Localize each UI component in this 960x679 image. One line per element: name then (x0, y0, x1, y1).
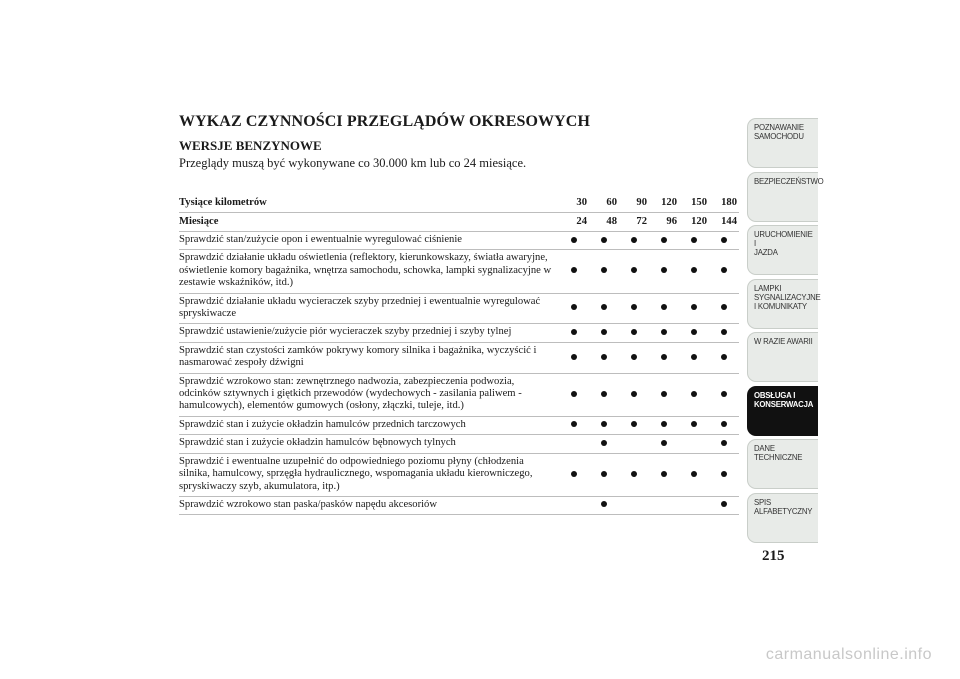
check-dot-icon (661, 237, 667, 243)
chapter-tab[interactable] (747, 118, 818, 168)
check-dot-icon (631, 354, 637, 360)
months-header-cell: 48 (606, 215, 617, 227)
interval-cell (709, 453, 739, 496)
chapter-tab-label: TECHNICZNE (754, 453, 803, 462)
interval-cell (589, 416, 619, 434)
chapter-tab-label: SAMOCHODU (754, 132, 804, 141)
interval-cell (559, 250, 589, 293)
chapter-tab-label: DANE (754, 444, 775, 453)
km-header-cell: 30 (576, 196, 587, 208)
interval-cell (649, 232, 679, 250)
check-dot-icon (721, 304, 727, 310)
check-dot-icon (571, 237, 577, 243)
check-dot-icon (721, 421, 727, 427)
check-dot-icon (571, 354, 577, 360)
check-dot-icon (601, 421, 607, 427)
interval-cell (559, 435, 589, 453)
table-header-months-row (179, 213, 739, 232)
check-dot-icon (601, 354, 607, 360)
interval-cell (709, 324, 739, 342)
check-dot-icon (691, 354, 697, 360)
check-dot-icon (631, 237, 637, 243)
interval-cell (649, 324, 679, 342)
chapter-tab[interactable] (747, 493, 818, 543)
task-description: Sprawdzić wzrokowo stan: zewnętrznego nadwozia, zabezpieczenia podwozia, odcinków sztywnych i giętkich przewodów (wydechowych - zasilania paliwem - hamulcowych), elementów gumowych (osłony, złączki, tuleje, itd.) (179, 375, 522, 412)
interval-cell (619, 324, 649, 342)
check-dot-icon (571, 421, 577, 427)
table-row (179, 324, 739, 342)
chapter-tab[interactable] (747, 386, 818, 436)
check-dot-icon (601, 501, 607, 507)
km-header-cell: 90 (636, 196, 647, 208)
check-dot-icon (661, 329, 667, 335)
interval-cell (619, 373, 649, 416)
interval-cell (709, 435, 739, 453)
check-dot-icon (661, 440, 667, 446)
table-row (179, 232, 739, 250)
months-header-cell: 120 (691, 215, 707, 227)
chapter-tab[interactable] (747, 439, 818, 489)
interval-cell (679, 232, 709, 250)
interval-cell (709, 232, 739, 250)
task-description: Sprawdzić stan/zużycie opon i ewentualnie wyregulować ciśnienie (179, 234, 462, 245)
months-header-cell: 96 (666, 215, 677, 227)
table-row (179, 496, 739, 514)
interval-cell (589, 342, 619, 373)
check-dot-icon (721, 354, 727, 360)
check-dot-icon (721, 471, 727, 477)
check-dot-icon (691, 421, 697, 427)
check-dot-icon (721, 329, 727, 335)
check-dot-icon (631, 304, 637, 310)
interval-cell (589, 293, 619, 324)
task-description: Sprawdzić stan i zużycie okładzin hamulców przednich tarczowych (179, 418, 466, 430)
chapter-tab-label: W RAZIE AWARII (754, 337, 813, 346)
months-header-cell: 24 (576, 215, 587, 227)
km-header-cell: 60 (606, 196, 617, 208)
check-dot-icon (631, 391, 637, 397)
interval-cell (589, 373, 619, 416)
interval-cell (649, 342, 679, 373)
interval-cell (709, 373, 739, 416)
interval-cell (709, 342, 739, 373)
table-row (179, 453, 739, 496)
interval-cell (709, 496, 739, 514)
interval-cell (679, 373, 709, 416)
table-row (179, 416, 739, 434)
intro-text: Przeglądy muszą być wykonywane co 30.000 km lub co 24 miesiące. (179, 156, 527, 170)
interval-cell (709, 293, 739, 324)
check-dot-icon (661, 391, 667, 397)
check-dot-icon (721, 440, 727, 446)
page-number: 215 (762, 548, 785, 564)
chapter-tab-label: SPIS (754, 497, 771, 507)
interval-cell (619, 342, 649, 373)
check-dot-icon (661, 304, 667, 310)
months-header-cell: 144 (721, 215, 737, 227)
interval-cell (559, 324, 589, 342)
chapter-tab-label: JAZDA (754, 248, 778, 257)
section-subtitle: WERSJE BENZYNOWE (179, 138, 322, 153)
interval-cell (559, 453, 589, 496)
chapter-tab-label: URUCHOMIENIE I (754, 230, 813, 248)
check-dot-icon (691, 329, 697, 335)
interval-cell (649, 373, 679, 416)
chapter-tab[interactable] (747, 225, 818, 275)
check-dot-icon (661, 267, 667, 273)
interval-cell (559, 496, 589, 514)
interval-cell (619, 416, 649, 434)
interval-cell (679, 250, 709, 293)
interval-cell (589, 496, 619, 514)
months-header-cell: 72 (636, 215, 647, 227)
interval-cell (589, 232, 619, 250)
check-dot-icon (691, 267, 697, 273)
chapter-tab[interactable] (747, 332, 818, 382)
check-dot-icon (661, 354, 667, 360)
interval-cell (559, 373, 589, 416)
table-row (179, 250, 739, 293)
km-header-cell: 120 (661, 196, 677, 208)
check-dot-icon (691, 304, 697, 310)
chapter-tab-label: I KOMUNIKATY (754, 301, 807, 311)
interval-cell (619, 453, 649, 496)
chapter-tab-label: SYGNALIZACYJNE (754, 292, 821, 302)
check-dot-icon (631, 421, 637, 427)
interval-cell (589, 250, 619, 293)
check-dot-icon (631, 329, 637, 335)
check-dot-icon (691, 237, 697, 243)
check-dot-icon (691, 471, 697, 477)
table-row (179, 342, 739, 373)
interval-cell (709, 250, 739, 293)
interval-cell (649, 293, 679, 324)
check-dot-icon (571, 391, 577, 397)
interval-cell (679, 416, 709, 434)
chapter-tab-label: BEZPIECZEŃSTWO (754, 176, 824, 186)
interval-cell (619, 496, 649, 514)
interval-cell (679, 342, 709, 373)
interval-cell (679, 496, 709, 514)
chapter-tab[interactable] (747, 172, 824, 222)
chapter-tab-label: POZNAWANIE (754, 123, 804, 132)
interval-cell (619, 435, 649, 453)
chapter-tab[interactable] (747, 279, 821, 329)
check-dot-icon (721, 391, 727, 397)
km-header-cell: 180 (721, 196, 737, 208)
chapter-tabs (747, 118, 824, 546)
task-description: Sprawdzić działanie układu wycieraczek szyby przedniej i ewentualnie wyregulować spryskiwacze (179, 295, 541, 320)
check-dot-icon (601, 391, 607, 397)
interval-cell (679, 435, 709, 453)
interval-cell (559, 342, 589, 373)
interval-cell (559, 293, 589, 324)
task-description: Sprawdzić stan czystości zamków pokrywy komory silnika i bagażnika, wyczyścić i nasmarować zespoły dźwigni (179, 344, 537, 369)
check-dot-icon (571, 471, 577, 477)
check-dot-icon (721, 267, 727, 273)
interval-cell (559, 232, 589, 250)
task-description: Sprawdzić działanie układu oświetlenia (reflektory, kierunkowskazy, światła awaryjne, oświetlenie komory bagażnika, wnętrza samochodu, schowka, lampki sygnalizacyjne w zestawie wskaźników, itd.) (179, 252, 552, 289)
interval-cell (559, 416, 589, 434)
interval-cell (589, 435, 619, 453)
check-dot-icon (571, 267, 577, 273)
check-dot-icon (601, 237, 607, 243)
interval-cell (649, 496, 679, 514)
interval-cell (619, 293, 649, 324)
check-dot-icon (601, 329, 607, 335)
interval-cell (679, 453, 709, 496)
chapter-tab-label: LAMPKI (754, 283, 782, 293)
check-dot-icon (601, 304, 607, 310)
interval-cell (679, 293, 709, 324)
interval-cell (589, 453, 619, 496)
check-dot-icon (721, 237, 727, 243)
interval-cell (619, 250, 649, 293)
check-dot-icon (631, 267, 637, 273)
km-header-label: Tysiące kilometrów (179, 196, 267, 208)
check-dot-icon (691, 391, 697, 397)
watermark: carmanualsonline.info (765, 646, 932, 663)
chapter-tab-label: ALFABETYCZNY (754, 506, 813, 516)
check-dot-icon (601, 471, 607, 477)
km-header-cell: 150 (691, 196, 707, 208)
service-schedule-table (179, 194, 739, 515)
table-row (179, 435, 739, 453)
check-dot-icon (571, 304, 577, 310)
table-row (179, 293, 739, 324)
chapter-tab-label: KONSERWACJA (754, 399, 814, 409)
interval-cell (649, 250, 679, 293)
interval-cell (709, 416, 739, 434)
interval-cell (649, 416, 679, 434)
task-description: Sprawdzić wzrokowo stan paska/pasków napędu akcesoriów (179, 498, 438, 510)
table-row (179, 373, 739, 416)
task-description: Sprawdzić ustawienie/zużycie piór wycieraczek szyby przedniej i szyby tylnej (179, 326, 512, 338)
task-description: Sprawdzić i ewentualne uzupełnić do odpowiedniego poziomu płyny (chłodzenia silnika, hamulcowy, sprzęgła hydraulicznego, wspomagania układu kierowniczego, spryskiwaczy szyb, akumulatora, itp.) (179, 455, 533, 492)
interval-cell (589, 324, 619, 342)
check-dot-icon (661, 421, 667, 427)
check-dot-icon (601, 267, 607, 273)
chapter-tab-label: OBSŁUGA I (754, 390, 796, 400)
check-dot-icon (571, 329, 577, 335)
check-dot-icon (631, 471, 637, 477)
page-title: WYKAZ CZYNNOŚCI PRZEGLĄDÓW OKRESOWYCH (179, 113, 591, 130)
interval-cell (649, 453, 679, 496)
check-dot-icon (601, 440, 607, 446)
interval-cell (619, 232, 649, 250)
interval-cell (649, 435, 679, 453)
interval-cell (679, 324, 709, 342)
months-header-label: Miesiące (179, 215, 219, 227)
check-dot-icon (721, 501, 727, 507)
table-header-km-row (179, 194, 739, 213)
check-dot-icon (661, 471, 667, 477)
task-description: Sprawdzić stan i zużycie okładzin hamulców bębnowych tylnych (179, 437, 456, 449)
